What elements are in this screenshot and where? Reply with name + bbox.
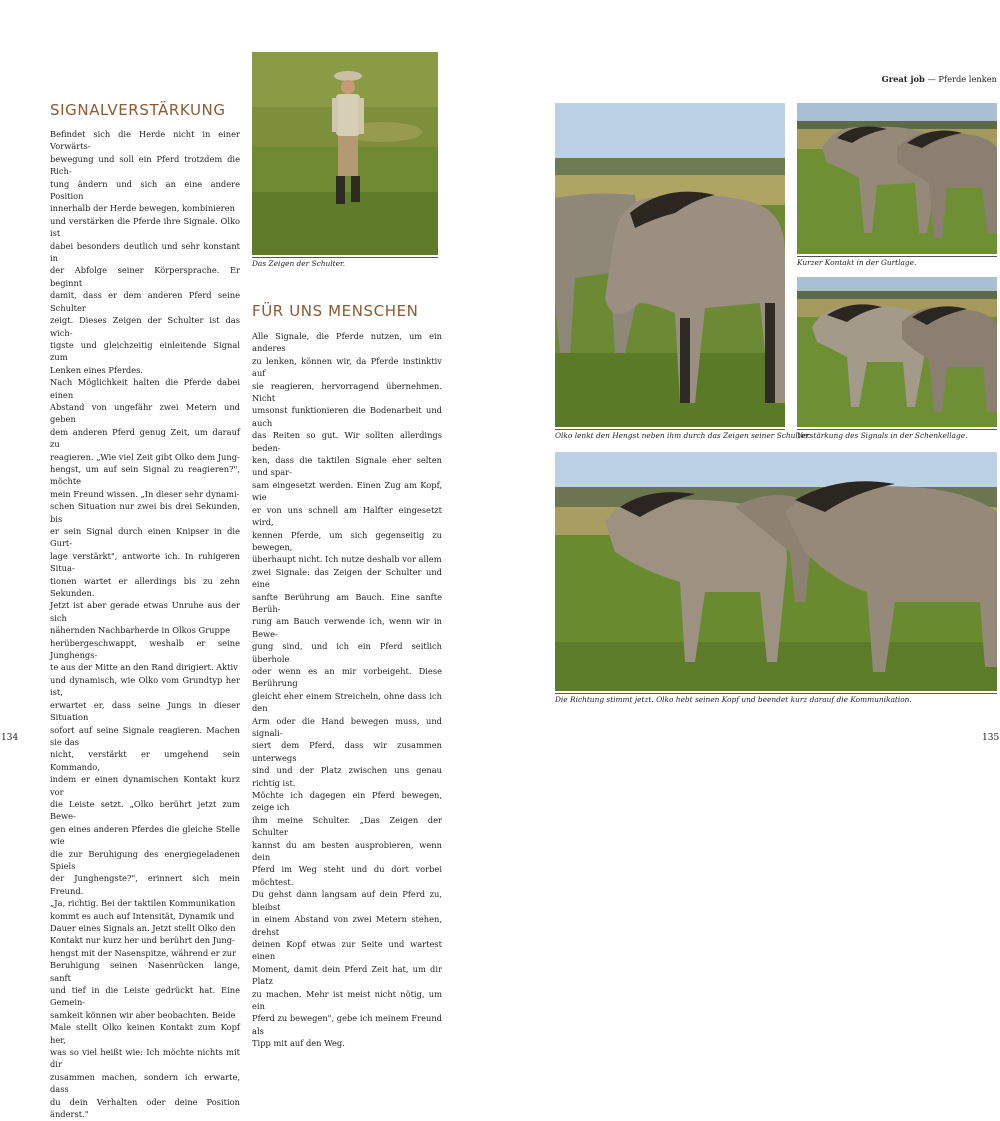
page-number-right: 135	[982, 733, 1000, 743]
running-head-separator: —	[927, 74, 936, 84]
photo-signal-flank	[797, 277, 997, 427]
page-number-left: 134	[1, 733, 19, 743]
caption-rule	[555, 693, 997, 694]
caption-mid-right: Verstärkung des Signals in der Schenkellage.	[797, 431, 968, 440]
caption-rule	[797, 256, 997, 257]
caption-top-right: Kurzer Kontakt in der Gurtlage.	[797, 258, 917, 267]
section-heading-2: FÜR UNS MENSCHEN	[252, 302, 419, 320]
caption-rule	[252, 257, 438, 258]
photo-contact-girth	[797, 103, 997, 254]
section-heading: SIGNALVERSTÄRKUNG	[50, 101, 226, 119]
caption-rule	[797, 429, 997, 430]
caption-rule	[555, 429, 785, 430]
running-head-title: Pferde lenken	[938, 74, 997, 84]
photo-olko-steering	[555, 103, 785, 427]
photo-direction-correct	[555, 452, 997, 691]
running-head	[860, 74, 997, 84]
body-text-column-1: Befindet sich die Herde nicht in einer Vorwärts- bewegung und soll ein Pferd trotzdem die Rich- tung ändern und sich an eine andere Position innerhalb der Herde bewegen, kombinieren und verstärken die Pferde ihre Signale. Olko ist dabei besonders deutlich und sehr konstant in der Abfolge seiner Körpersprache. Er beginnt damit, dass er dem anderen Pferd seine Schulter zeigt. Dieses Zeigen der Schulter ist das wich- tigste und gleichzeitig einleitende Signal zum Lenken eines Pferdes. Nach Möglichkeit halten die Pferde dabei einen Abstand von ungefähr zwei Metern und geben dem anderen Pferd genug Zeit, um darauf zu reagieren. „Wie viel Zeit gibt Olko dem Jung- hengst, um auf sein Signal zu reagieren?", möchte mein Freund wissen. „In dieser sehr dynami- schen Situation nur zwei bis drei Sekunden, bis er sein Signal durch einen Knipser in die Gurt- lage verstärkt", antworte ich. In ruhigeren Situa- tionen wartet er allerdings bis zu zehn Sekunden. Jetzt ist aber gerade etwas Unruhe aus der sich nähernden Nachbarherde in Olkos Gruppe herübergeschwappt, weshalb er seine Junghengs- te aus der Mitte an den Rand dirigiert. Aktiv und dynamisch, wie Olko vom Grundtyp her ist, erwartet er, dass seine Jungs in dieser Situation sofort auf seine Signale reagieren. Machen sie das nicht, verstärkt er umgehend sein Kommando, indem er einen dynamischen Kontakt kurz vor die Leiste setzt. „Olko berührt jetzt zum Bewe- gen eines anderen Pferdes die gleiche Stelle wie die zur Beruhigung des energiegeladenen Spiels der Junghengste?", erinnert sich mein Freund. „Ja, richtig. Bei der taktilen Kommunikation kommt es auch auf Intensität, Dynamik und Dauer eines Signals an. Jetzt stellt Olko den Kontakt nur kurz her und berührt den Jung- hengst mit der Nasenspitze, während er zur Beruhigung seinen Nasenrücken lange, sanft und tief in die Leiste gedrückt hat. Eine Gemein- samkeit können wir aber beobachten. Beide Male stellt Olko keinen Kontakt zum Kopf her, was so viel heißt wie: Ich möchte nichts mit dir zusammen machen, sondern ich erwarte, dass du dein Verhalten oder deine Position änderst."	[50, 129, 240, 1120]
caption-main-photo: Olko lenkt den Hengst neben ihm durch das Zeigen seiner Schulter.	[555, 431, 811, 440]
photo-man-showing-shoulder	[252, 52, 438, 255]
caption-bottom-photo: Die Richtung stimmt jetzt. Olko hebt seinen Kopf und beendet kurz darauf die Kommunikation.	[555, 695, 912, 704]
photo-caption-shoulder: Das Zeigen der Schulter.	[252, 259, 346, 268]
body-text-column-2: Alle Signale, die Pferde nutzen, um ein anderes zu lenken, können wir, da Pferde instinktiv auf sie reagieren, hervorragend übernehmen. Nicht umsonst funktionieren die Bodenarbeit und auch das Reiten so gut. Wir sollten allerdings beden- ken, dass die taktilen Signale eher selten und spar- sam eingesetzt werden. Einen Zug am Kopf, wie er von uns schnell am Halfter eingesetzt wird, kennen Pferde, um sich gegenseitig zu bewegen, überhaupt nicht. Ich nutze deshalb vor allem zwei Signale: das Zeigen der Schulter und eine sanfte Berührung am Bauch. Eine sanfte Berüh- rung am Bauch verwende ich, wenn wir in Bewe- gung sind, und ich ein Pferd seitlich überhole oder wenn es an mir vorbeigeht. Diese Berührung gleicht eher einem Streicheln, ohne dass ich den Arm oder die Hand bewegen muss, und signali- siert dem Pferd, dass wir zusammen unterwegs sind und der Platz zwischen uns genau richtig ist. Möchte ich dagegen ein Pferd bewegen, zeige ich ihm meine Schulter. „Das Zeigen der Schulter kannst du am besten ausprobieren, wenn dein Pferd im Weg steht und du dort vorbei möchtest. Du gehst dann langsam auf dein Pferd zu, bleibst in einem Abstand von zwei Metern stehen, drehst deinen Kopf etwas zur Seite und wartest einen Moment, damit dein Pferd Zeit hat, um dir Platz zu machen. Mehr ist meist nicht nötig, um ein Pferd zu bewegen", gebe ich meinem Freund als Tipp mit auf den Weg.	[252, 331, 442, 1049]
running-head-chapter: Great job	[881, 74, 925, 84]
